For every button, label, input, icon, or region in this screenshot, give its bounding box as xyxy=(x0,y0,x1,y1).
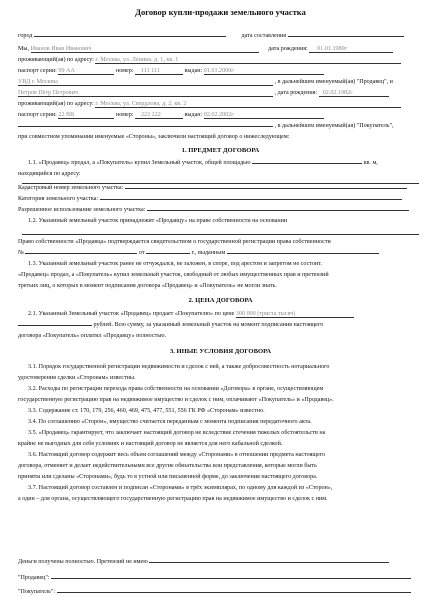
p1-1-address-label: находящийся по адресу: xyxy=(18,171,81,177)
p3-7b-text: а один – для органа, осуществляющего государственную регистрацию прав на недвижимое имущество и сделок с ним. xyxy=(18,496,328,502)
p1-2b-text: Право собственности «Продавца» подтверждается свидетельством о государственной регистрации права собственности xyxy=(18,239,331,245)
p1-1-row xyxy=(18,160,423,166)
intro-text: при совместном упоминании именуемые «Стороны», заключили настоящий договор о нижеследующем: xyxy=(18,134,290,140)
city-field[interactable] xyxy=(34,36,226,37)
p2-1c-text: договора «Покупатель» оплатил «Продавцу» полностью. xyxy=(18,333,167,339)
p3-2b-text: государственную регистрацию прав на недвижимое имущество и сделок с ним, оплачивают «Покупатель» и «Продавец». xyxy=(18,397,334,403)
seller-address-label: проживающий(ая) по адресу: xyxy=(18,57,94,63)
buyer-series-field[interactable]: 22 ВВ xyxy=(58,112,114,119)
p1-1-unit: кв. м, xyxy=(363,160,378,166)
certificate-date-field[interactable] xyxy=(146,253,190,254)
buyer-birth-label: , дата рождения: xyxy=(274,90,318,96)
p3-6b-text: договора, отменяет и делает недействительными все другие обязательства или представления, которые могли быть xyxy=(18,463,317,469)
num-label: № xyxy=(18,250,24,256)
issued-by-label: г., выданным xyxy=(191,250,226,256)
p3-4-text: 3.4. По соглашению «Сторон», имущество считается переданным с момента подписания передаточного акта. xyxy=(28,419,312,425)
seller-name-field[interactable]: Иванов Иван Иванович xyxy=(31,46,259,53)
category-label: Категория земельного участка: xyxy=(18,196,99,202)
seller-birth-field[interactable]: 01.01.1980г xyxy=(309,46,393,53)
seller-address-row xyxy=(18,57,423,64)
buyer-address-label: проживающий(ая) по адресу: xyxy=(18,101,94,107)
buyer-issued-label: выдан: xyxy=(184,112,203,118)
section2-heading: 2. ЦЕНА ДОГОВОРА xyxy=(188,297,253,304)
seller-signature-field[interactable] xyxy=(51,578,411,579)
p1-1-text: 1.1. «Продавец» продал, а «Покупатель» купил Земельный участок, общей площадью xyxy=(28,160,251,166)
section3-heading: 3. ИНЫЕ УСЛОВИЯ ДОГОВОРА xyxy=(169,348,272,355)
seller-passport-row xyxy=(18,68,423,75)
p2-1-text: 2.1. Указанный Земельный участок «Продавец» продает «Покупателю» по цене xyxy=(28,311,235,317)
p3-1a-text: 3.1. Порядок государственной регистрации недвижимости и сделок с ней, а также добросовестность нотариального xyxy=(28,364,330,370)
buyer-signature-label: "Покупатель": xyxy=(18,589,56,595)
buyer-issuer-field[interactable] xyxy=(18,126,273,127)
seller-role-text: , в дальнейшем именуемый(ая) "Продавец", и xyxy=(274,79,393,85)
seller-series-field[interactable]: 99 АА xyxy=(58,68,114,75)
p1-1-address-row xyxy=(18,171,423,177)
date-field[interactable] xyxy=(288,36,404,37)
category-row xyxy=(18,196,423,202)
p3-3-text: 3.3. Содержание ст. 170, 179, 256, 460, 469, 475, 477, 551, 556 ГК РФ «Сторонам» известно. xyxy=(28,408,265,414)
price-words-field[interactable] xyxy=(18,325,92,326)
buyer-address-field[interactable]: г. Москва, ул. Свердлова, д. 2, кв. 2 xyxy=(95,101,401,108)
from-label: от xyxy=(138,250,145,256)
seller-birth-label: дата рождения: xyxy=(268,46,308,52)
money-signature-field[interactable] xyxy=(149,562,389,563)
address-line[interactable] xyxy=(22,183,419,184)
p1-3a-text: 1.3. Указанный земельный участок ранее не отчуждался, не заложен, в споре, под арестом и запретом не состоит. xyxy=(28,261,322,267)
document-title: Договор купли-продажи земельного участка xyxy=(135,7,306,17)
date-label: дата составления xyxy=(241,33,287,39)
buyer-number-field[interactable]: 222 222 xyxy=(135,112,183,119)
p3-2a-text: 3.2. Расходы по регистрации перехода права собственности на основании «Договора» в органе, осуществляющем xyxy=(28,386,324,392)
buyer-birth-field[interactable]: 02.02.1982г xyxy=(319,90,389,97)
price-field[interactable]: 300 000 (триста тысяч) xyxy=(236,311,354,318)
cadastral-label: Кадастровый номер земельного участка: xyxy=(18,185,124,191)
p3-1b-text: удостоверения сделки «Сторонам» известны. xyxy=(18,375,136,381)
section1-heading: 1. ПРЕДМЕТ ДОГОВОРА xyxy=(181,147,260,154)
certificate-row xyxy=(18,250,423,256)
p1-3b-text: «Продавец» продал, а «Покупатель» купил земельный участок, свободный от любых имущественных прав и претензий xyxy=(18,272,329,278)
seller-prefix: Мы, xyxy=(18,46,30,52)
permitted-label: Разрешенное использование земельного участка: xyxy=(18,207,146,213)
seller-issued-label: выдан: xyxy=(184,68,203,74)
p2-1b-row xyxy=(18,322,423,328)
seller-issuer-row xyxy=(18,79,423,86)
category-field[interactable] xyxy=(100,199,402,200)
issued-by-field[interactable] xyxy=(227,253,379,254)
p3-5b-text: крайне не выгодных для себя условиях и настоящий договор не является для него кабальной сделкой. xyxy=(18,441,283,447)
buyer-issued-field[interactable]: 02.02.2002г xyxy=(204,112,324,119)
buyer-address-row xyxy=(18,101,423,108)
seller-number-field[interactable]: 111 111 xyxy=(135,68,183,75)
buyer-passport-label: паспорт серии: xyxy=(18,112,57,118)
city-date-row xyxy=(18,33,423,39)
p3-5a-text: 3.5. «Продавец» гарантирует, что заключает настоящий договор не вследствие стечения тяжелых обстоятельств на xyxy=(28,430,326,436)
buyer-signature-field[interactable] xyxy=(57,592,411,593)
permitted-field[interactable] xyxy=(147,210,409,211)
money-text: Деньги получены полностью. Претензий не имею xyxy=(18,559,148,565)
seller-name-row xyxy=(18,46,423,53)
money-row xyxy=(18,559,423,565)
p3-6c-text: приняты или сделаны «Сторонами», будь то в устной или письменной форме, до заключения настоящего договора. xyxy=(18,474,318,480)
p3-7a-text: 3.7. Настоящий договор составлен и подписан «Сторонами» в трёх экземплярах, по одному для каждой из «Сторон», xyxy=(28,485,333,491)
seller-number-label: номер: xyxy=(115,68,134,74)
seller-signature-label: "Продавец": xyxy=(18,575,50,581)
seller-address-field[interactable]: г. Москва, ул. Ленина, д. 1, кв. 1 xyxy=(95,57,401,64)
p1-3c-text: третьих лиц, о которых в момент подписания договора «Продавец» и «Покупатель» не могли знать. xyxy=(18,283,277,289)
buyer-number-label: номер: xyxy=(115,112,134,118)
buyer-name-field[interactable]: Петров Пётр Петрович xyxy=(18,90,273,97)
p1-2-text: 1.2. Указанный земельный участок принадлежит «Продавцу» на праве собственности на основании xyxy=(28,218,288,224)
buyer-issuer-row xyxy=(18,123,423,129)
seller-passport-label: паспорт серии: xyxy=(18,68,57,74)
buyer-role-text: , в дальнейшем именуемый(ая) "Покупатель", xyxy=(274,123,394,129)
cadastral-row xyxy=(18,185,423,191)
seller-issuer-field[interactable]: УВД г. Москвы xyxy=(18,79,273,86)
buyer-passport-row xyxy=(18,112,423,119)
p2-1b-text: рублей. Всю сумму, за указанный земельный участок на момент подписания настоящего xyxy=(93,322,324,328)
cadastral-field[interactable] xyxy=(125,188,407,189)
seller-signature-row xyxy=(18,575,423,581)
p3-6a-text: 3.6. Настоящий договор содержит весь объем соглашений между «Сторонами» в отношении предмета настоящего xyxy=(28,452,326,458)
certificate-number-field[interactable] xyxy=(25,253,137,254)
seller-issued-field[interactable]: 01.01.2000г xyxy=(204,68,324,75)
permitted-row xyxy=(18,207,423,213)
buyer-name-row xyxy=(18,90,423,97)
area-field[interactable] xyxy=(252,163,362,164)
buyer-signature-row xyxy=(18,589,423,595)
city-label: город xyxy=(18,33,33,39)
p2-1-row xyxy=(18,311,423,318)
basis-line[interactable] xyxy=(22,234,419,235)
